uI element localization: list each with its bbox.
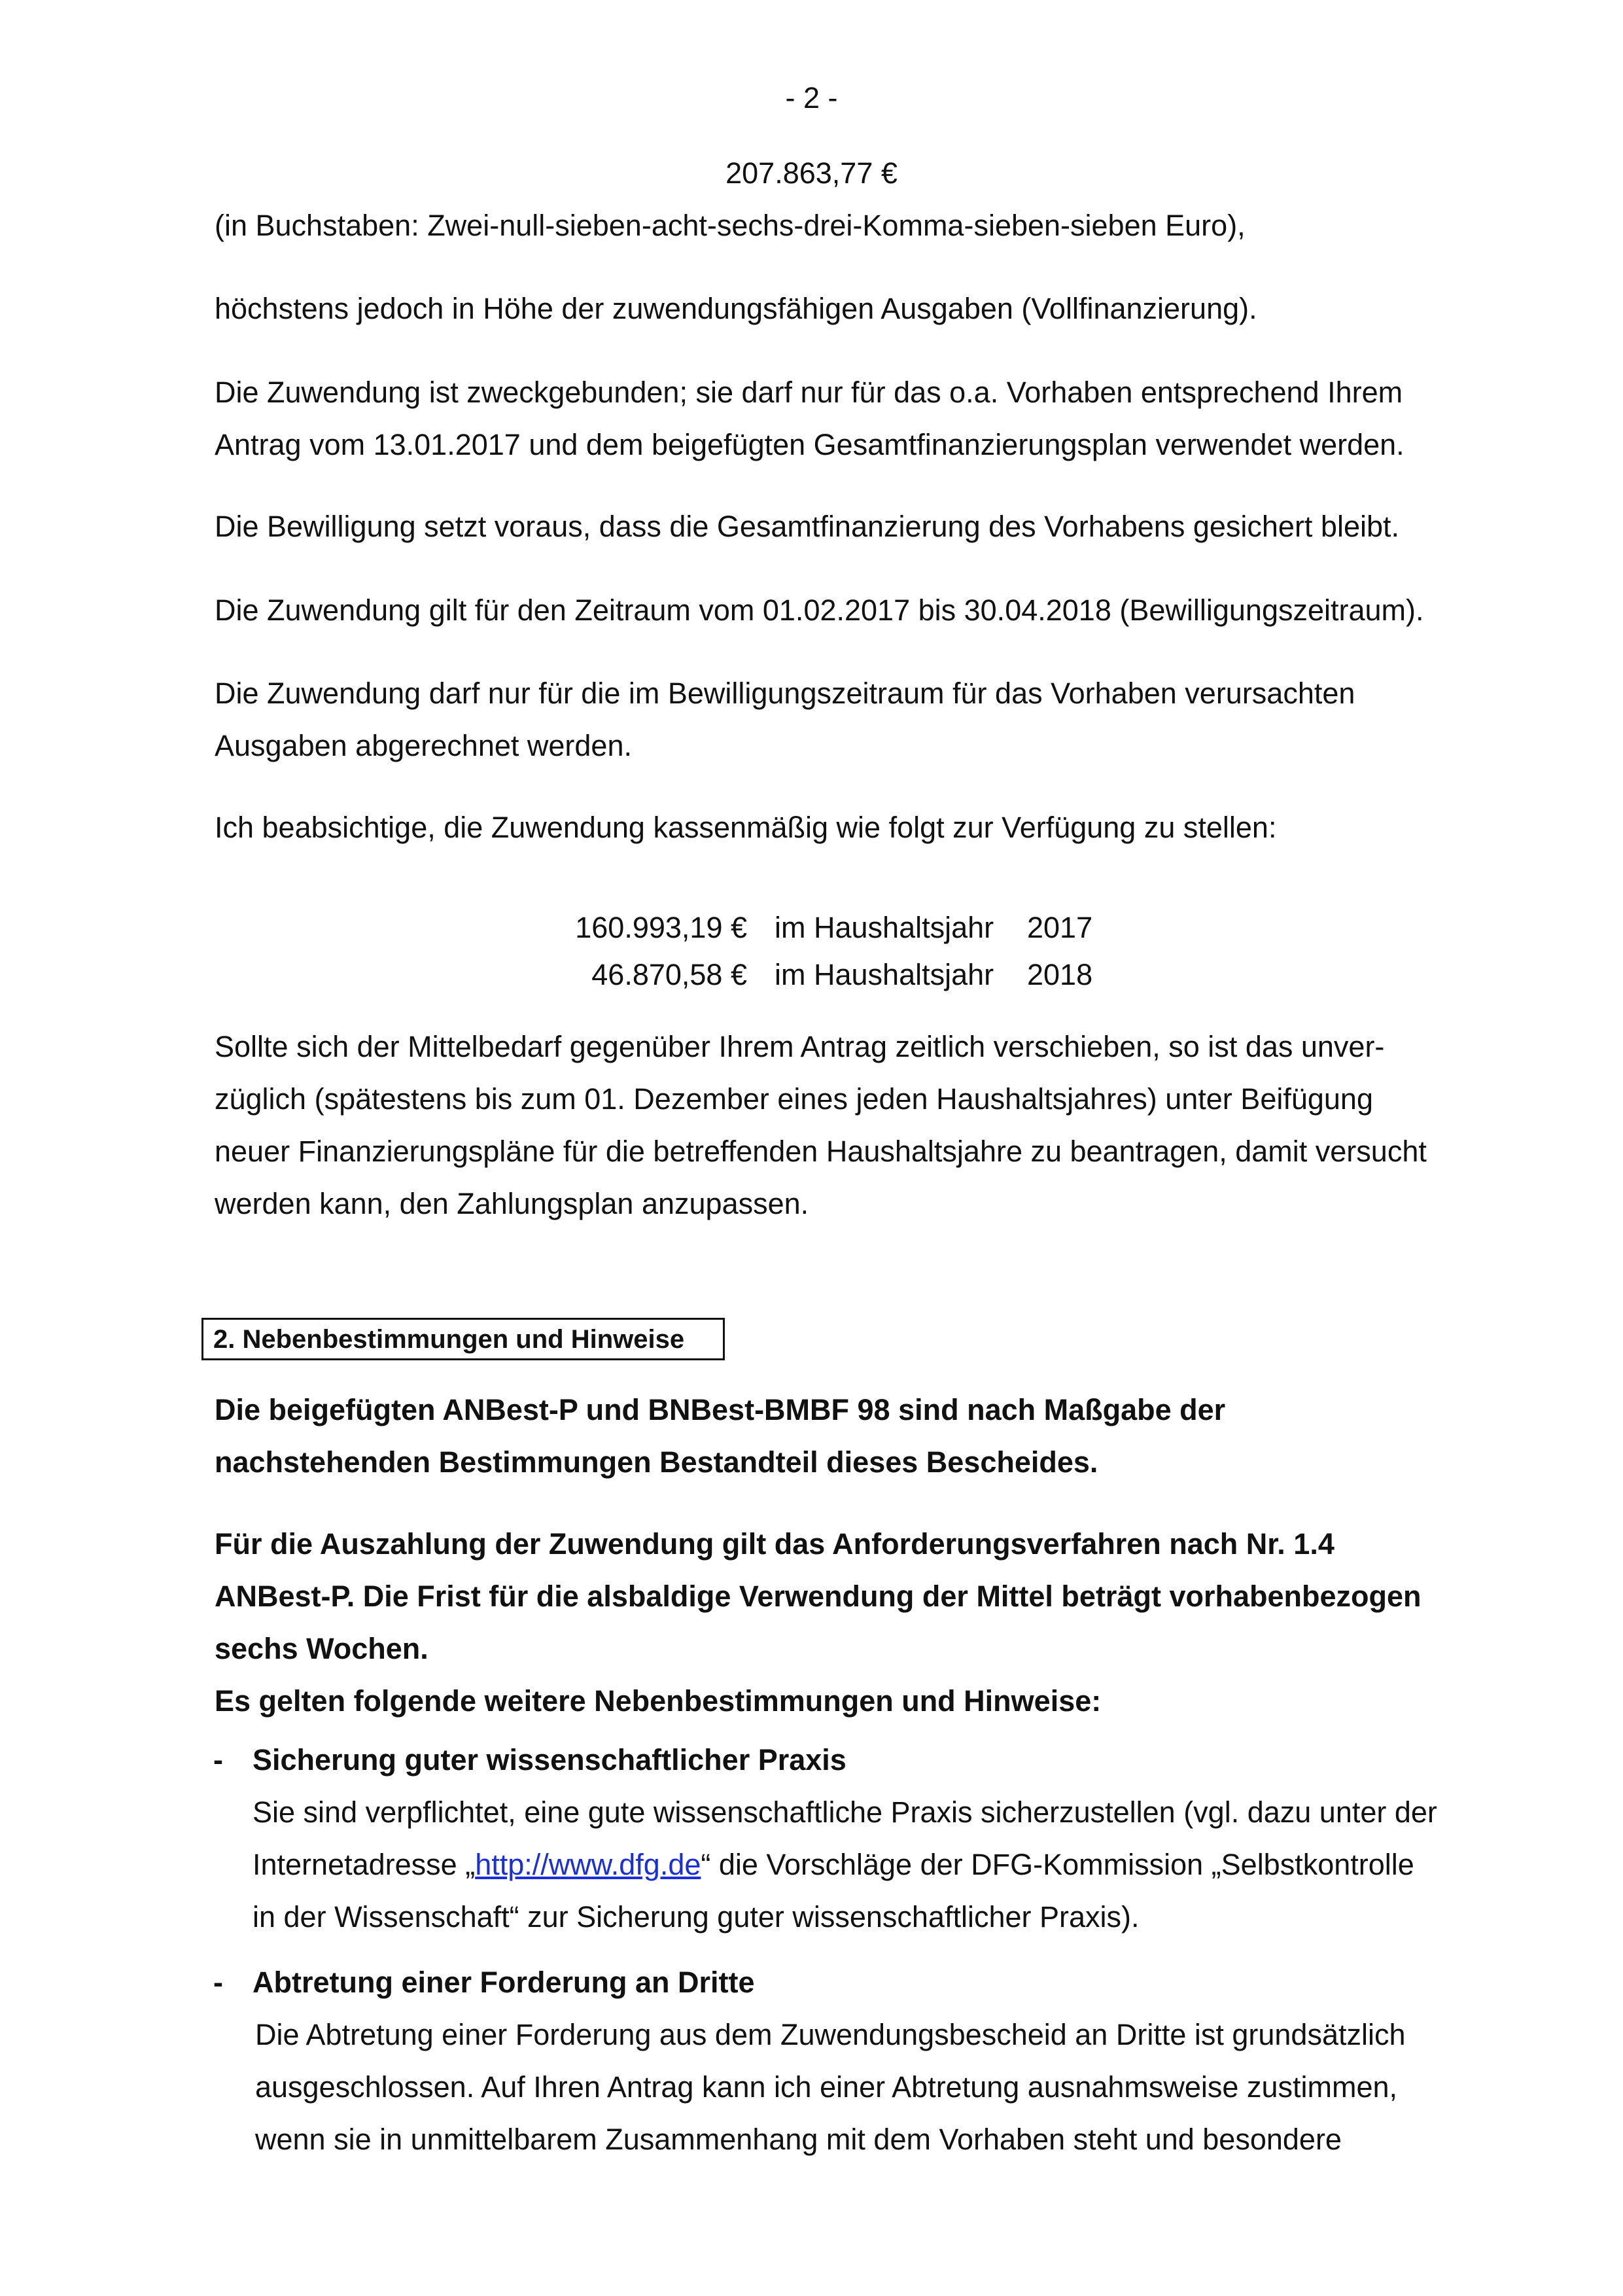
- bold-para1-line-2: nachstehenden Bestimmungen Bestandteil dieses Bescheides.: [215, 1445, 1098, 1479]
- bullet-dash: -: [213, 1743, 223, 1776]
- shift-line-4: werden kann, den Zahlungsplan anzupassen.: [215, 1187, 809, 1220]
- max-financing-note: höchstens jedoch in Höhe der zuwendungsfähigen Ausgaben (Vollfinanzierung).: [215, 292, 1257, 325]
- page-number: - 2 -: [785, 81, 838, 115]
- payout-label: im Haushaltsjahr: [775, 958, 994, 991]
- shift-line-1: Sollte sich der Mittelbedarf gegenüber Ihrem Antrag zeitlich verschieben, so ist das unver-: [215, 1030, 1385, 1063]
- payout-intro: Ich beabsichtige, die Zuwendung kassenmäßig wie folgt zur Verfügung zu stellen:: [215, 811, 1277, 844]
- bold-para2-line-1: Für die Auszahlung der Zuwendung gilt das Anforderungsverfahren nach Nr. 1.4: [215, 1527, 1335, 1561]
- payout-amount: 46.870,58 €: [591, 958, 747, 991]
- bold-para2-line-4: Es gelten folgende weitere Nebenbestimmungen und Hinweise:: [215, 1684, 1102, 1718]
- bullet2-line-1: Die Abtretung einer Forderung aus dem Zuwendungsbescheid an Dritte ist grundsätzlich: [255, 2018, 1406, 2051]
- bullet1-line-1: Sie sind verpflichtet, eine gute wissenschaftliche Praxis sicherzustellen (vgl. dazu unter der: [253, 1795, 1437, 1829]
- section-heading: 2. Nebenbestimmungen und Hinweise: [201, 1318, 725, 1360]
- bullet1-line-2: [253, 1839, 1482, 1891]
- approval-period: Die Zuwendung gilt für den Zeitraum vom 01.02.2017 bis 30.04.2018 (Bewilligungszeitraum).: [215, 593, 1424, 627]
- shift-line-2: züglich (spätestens bis zum 01. Dezember eines jeden Haushaltsjahres) unter Beifügung: [215, 1082, 1373, 1116]
- payout-amount: 160.993,19 €: [575, 911, 747, 944]
- bold-para2-line-3: sechs Wochen.: [215, 1632, 428, 1665]
- payout-year: 2017: [1027, 911, 1093, 944]
- financing-condition: Die Bewilligung setzt voraus, dass die Gesamtfinanzierung des Vorhabens gesichert bleibt.: [215, 510, 1400, 543]
- purpose-line-1: Die Zuwendung ist zweckgebunden; sie darf nur für das o.a. Vorhaben entsprechend Ihrem: [215, 376, 1403, 409]
- bullet2-heading: Abtretung einer Forderung an Dritte: [253, 1966, 755, 1999]
- settlement-line-2: Ausgaben abgerechnet werden.: [215, 729, 632, 762]
- payout-year: 2018: [1027, 958, 1093, 991]
- bullet1-line-2-suffix: “ die Vorschläge der DFG-Kommission „Selbstkontrolle: [701, 1848, 1414, 1881]
- purpose-line-2: Antrag vom 13.01.2017 und dem beigefügten Gesamtfinanzierungsplan verwendet werden.: [215, 428, 1405, 461]
- bullet-dash: -: [213, 1966, 223, 1999]
- bullet2-line-2: ausgeschlossen. Auf Ihren Antrag kann ich einer Abtretung ausnahmsweise zustimmen,: [255, 2070, 1398, 2104]
- settlement-line-1: Die Zuwendung darf nur für die im Bewilligungszeitraum für das Vorhaben verursachten: [215, 677, 1355, 710]
- bold-para1-line-1: Die beigefügten ANBest-P und BNBest-BMBF 98 sind nach Maßgabe der: [215, 1393, 1226, 1426]
- bullet1-heading: Sicherung guter wissenschaftlicher Praxis: [253, 1743, 846, 1776]
- grant-amount: 207.863,77 €: [725, 156, 898, 190]
- payout-label: im Haushaltsjahr: [775, 911, 994, 944]
- bullet1-line-3: in der Wissenschaft“ zur Sicherung guter wissenschaftlicher Praxis).: [253, 1900, 1140, 1934]
- amount-in-words: (in Buchstaben: Zwei-null-sieben-acht-sechs-drei-Komma-sieben-sieben Euro),: [215, 209, 1246, 242]
- dfg-link[interactable]: http://www.dfg.de: [475, 1848, 701, 1881]
- bullet2-line-3: wenn sie in unmittelbarem Zusammenhang mit dem Vorhaben steht und besondere: [255, 2123, 1342, 2156]
- bold-para2-line-2: ANBest-P. Die Frist für die alsbaldige Verwendung der Mittel beträgt vorhabenbezogen: [215, 1580, 1422, 1613]
- shift-line-3: neuer Finanzierungspläne für die betreffenden Haushaltsjahre zu beantragen, damit versucht: [215, 1135, 1427, 1168]
- bullet1-line-2-prefix: Internetadresse „: [253, 1848, 476, 1881]
